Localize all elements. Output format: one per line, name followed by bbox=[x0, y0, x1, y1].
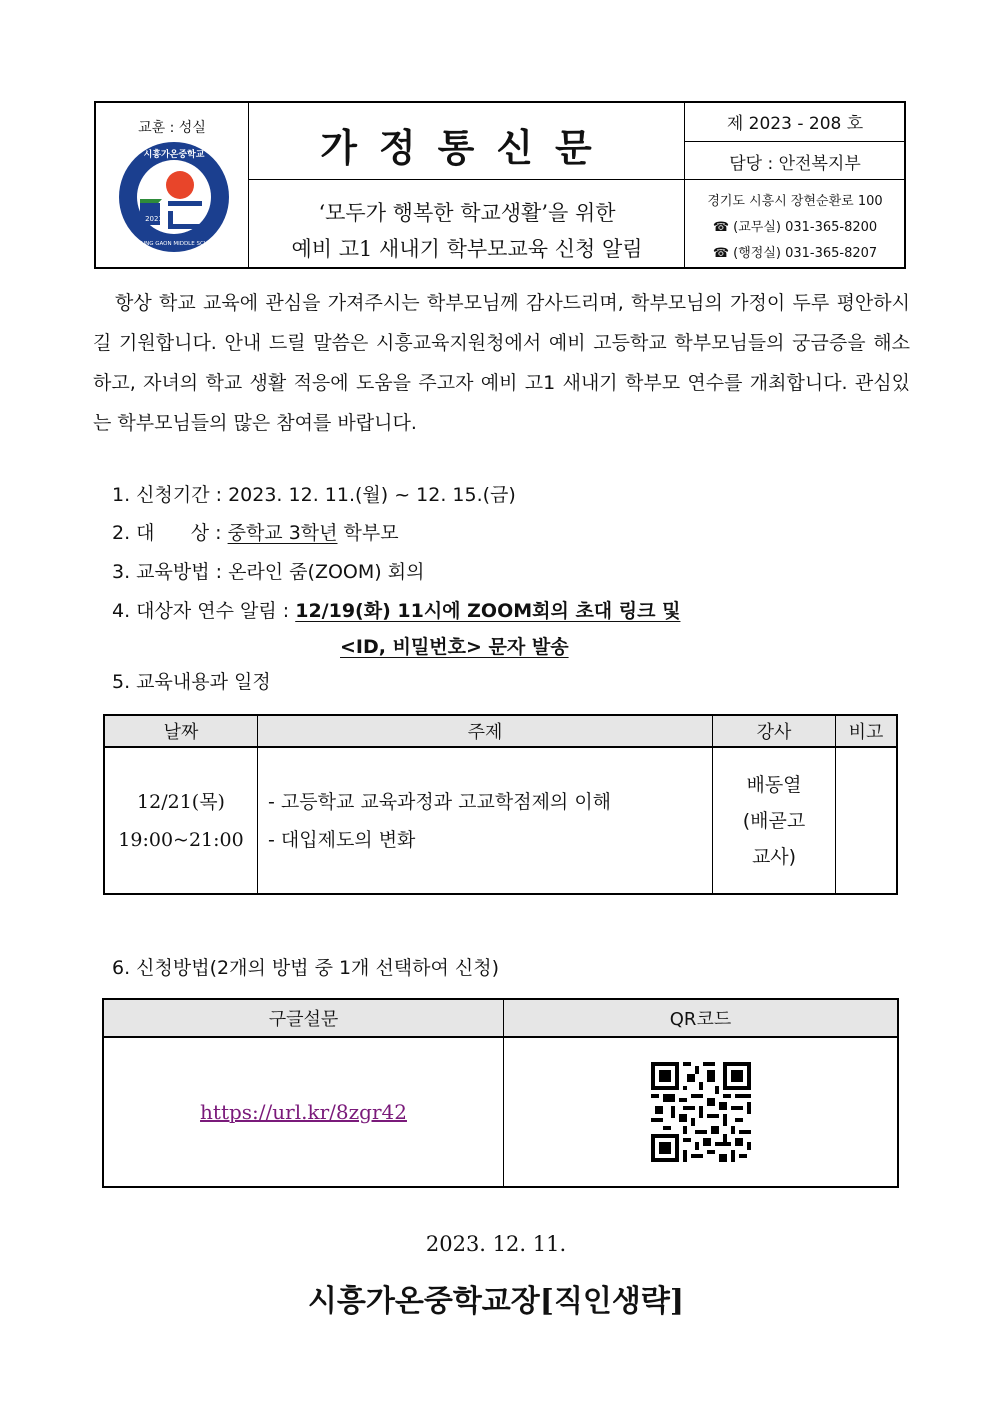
schedule-table bbox=[103, 714, 898, 895]
logo-year: 2021 bbox=[145, 215, 163, 223]
apply-table bbox=[102, 998, 899, 1188]
item-notice bbox=[112, 596, 680, 626]
item-target-value: 학부모 bbox=[337, 522, 399, 544]
schedule-date: 12/21(목) bbox=[137, 790, 225, 813]
item-notice-value-1: 12/19(화) 11시에 ZOOM회의 초대 링크 및 bbox=[295, 600, 681, 622]
schedule-topic-cell bbox=[258, 747, 713, 894]
item-method-label: 3. 교육방법 : bbox=[112, 561, 229, 583]
schedule-header-row bbox=[104, 715, 897, 747]
qr-code-icon[interactable] bbox=[651, 1062, 751, 1162]
schedule-topic-1: - 고등학교 교육과정과 고교학점제의 이해 bbox=[268, 790, 612, 813]
issue-number: 제 2023 - 208 호 bbox=[726, 114, 864, 134]
school-logo bbox=[118, 141, 230, 253]
school-address: 경기도 시흥시 장현순환로 100 bbox=[707, 194, 883, 209]
schedule-row bbox=[104, 747, 897, 894]
department: 담당 : 안전복지부 bbox=[729, 154, 861, 174]
document-subtitle bbox=[250, 195, 684, 267]
subtitle-line-2: 예비 고1 새내기 학부모교육 신청 알림 bbox=[291, 237, 643, 261]
item-target-label: 2. 대 상 : bbox=[112, 522, 228, 544]
document-title: 가정통신문 bbox=[320, 125, 614, 170]
apply-qr-cell bbox=[504, 1037, 899, 1187]
item-content-heading: 5. 교육내용과 일정 bbox=[112, 671, 271, 693]
issue-date: 2023. 12. 11. bbox=[425, 1232, 567, 1256]
apply-header-survey: 구글설문 bbox=[103, 999, 504, 1037]
schedule-topic-2: - 대입제도의 변화 bbox=[268, 828, 416, 851]
item-period-value: 2023. 12. 11.(월) ~ 12. 15.(금) bbox=[228, 484, 516, 506]
item-method-value: 온라인 줌(ZOOM) 회의 bbox=[228, 561, 425, 583]
item-notice-label: 4. 대상자 연수 알림 : bbox=[112, 600, 296, 622]
schedule-date-cell bbox=[104, 747, 258, 894]
item-method bbox=[112, 557, 424, 587]
lecturer-affiliation-1: (배곧고 bbox=[742, 809, 806, 832]
phone-admin: ☎ (행정실) 031-365-8207 bbox=[712, 246, 878, 261]
header-table bbox=[94, 101, 906, 269]
item-period-label: 1. 신청기간 : bbox=[112, 484, 229, 506]
logo-english-text: SIHEUNG GAON MIDDLE SCHOOL bbox=[128, 241, 220, 247]
schedule-header-note: 비고 bbox=[836, 715, 898, 747]
logo-korean-text: 시흥가온중학교 bbox=[143, 150, 205, 160]
item-notice-value-2: <ID, 비밀번호> 문자 발송 bbox=[340, 636, 569, 658]
item-period bbox=[112, 480, 516, 510]
apply-link-cell bbox=[103, 1037, 504, 1187]
lecturer-name: 배동열 bbox=[746, 773, 802, 796]
lecturer-affiliation-2: 교사) bbox=[751, 845, 797, 868]
school-motto: 교훈 : 성실 bbox=[138, 120, 206, 136]
schedule-header-topic: 주제 bbox=[258, 715, 713, 747]
item-target bbox=[112, 518, 399, 548]
subtitle-line-1: ‘모두가 행복한 학교생활’을 위한 bbox=[318, 201, 616, 225]
apply-row bbox=[103, 1037, 898, 1187]
item-notice-cont bbox=[340, 632, 569, 662]
schedule-time: 19:00~21:00 bbox=[118, 828, 244, 851]
schedule-header-date: 날짜 bbox=[104, 715, 258, 747]
item-apply-heading: 6. 신청방법(2개의 방법 중 1개 선택하여 신청) bbox=[112, 957, 500, 979]
school-contact bbox=[686, 189, 904, 267]
phone-office: ☎ (교무실) 031-365-8200 bbox=[712, 220, 878, 235]
item-target-value-underlined: 중학교 3학년 bbox=[227, 522, 338, 544]
schedule-header-lecturer: 강사 bbox=[713, 715, 836, 747]
schedule-note-cell bbox=[836, 747, 898, 894]
principal-signature: 시흥가온중학교장[직인생략] bbox=[307, 1284, 685, 1319]
schedule-lecturer-cell bbox=[713, 747, 836, 894]
apply-header-row bbox=[103, 999, 898, 1037]
apply-header-qr: QR코드 bbox=[504, 999, 899, 1037]
survey-link[interactable]: https://url.kr/8zgr42 bbox=[200, 1100, 407, 1124]
intro-paragraph: 항상 학교 교육에 관심을 가져주시는 학부모님께 감사드리며, 학부모님의 가정이 두루 평안하시길 기원합니다. 안내 드릴 말씀은 시흥교육지원청에서 예비 고등학교 학부모님들의 궁금증을 해소하고, 자녀의 학교 생활 적응에 도움을 주고자 예비 고1 새내기 학부모 연수를 개최합니다. 관심있는 학부모님들의 많은 참여를 바랍니다. bbox=[93, 292, 910, 434]
